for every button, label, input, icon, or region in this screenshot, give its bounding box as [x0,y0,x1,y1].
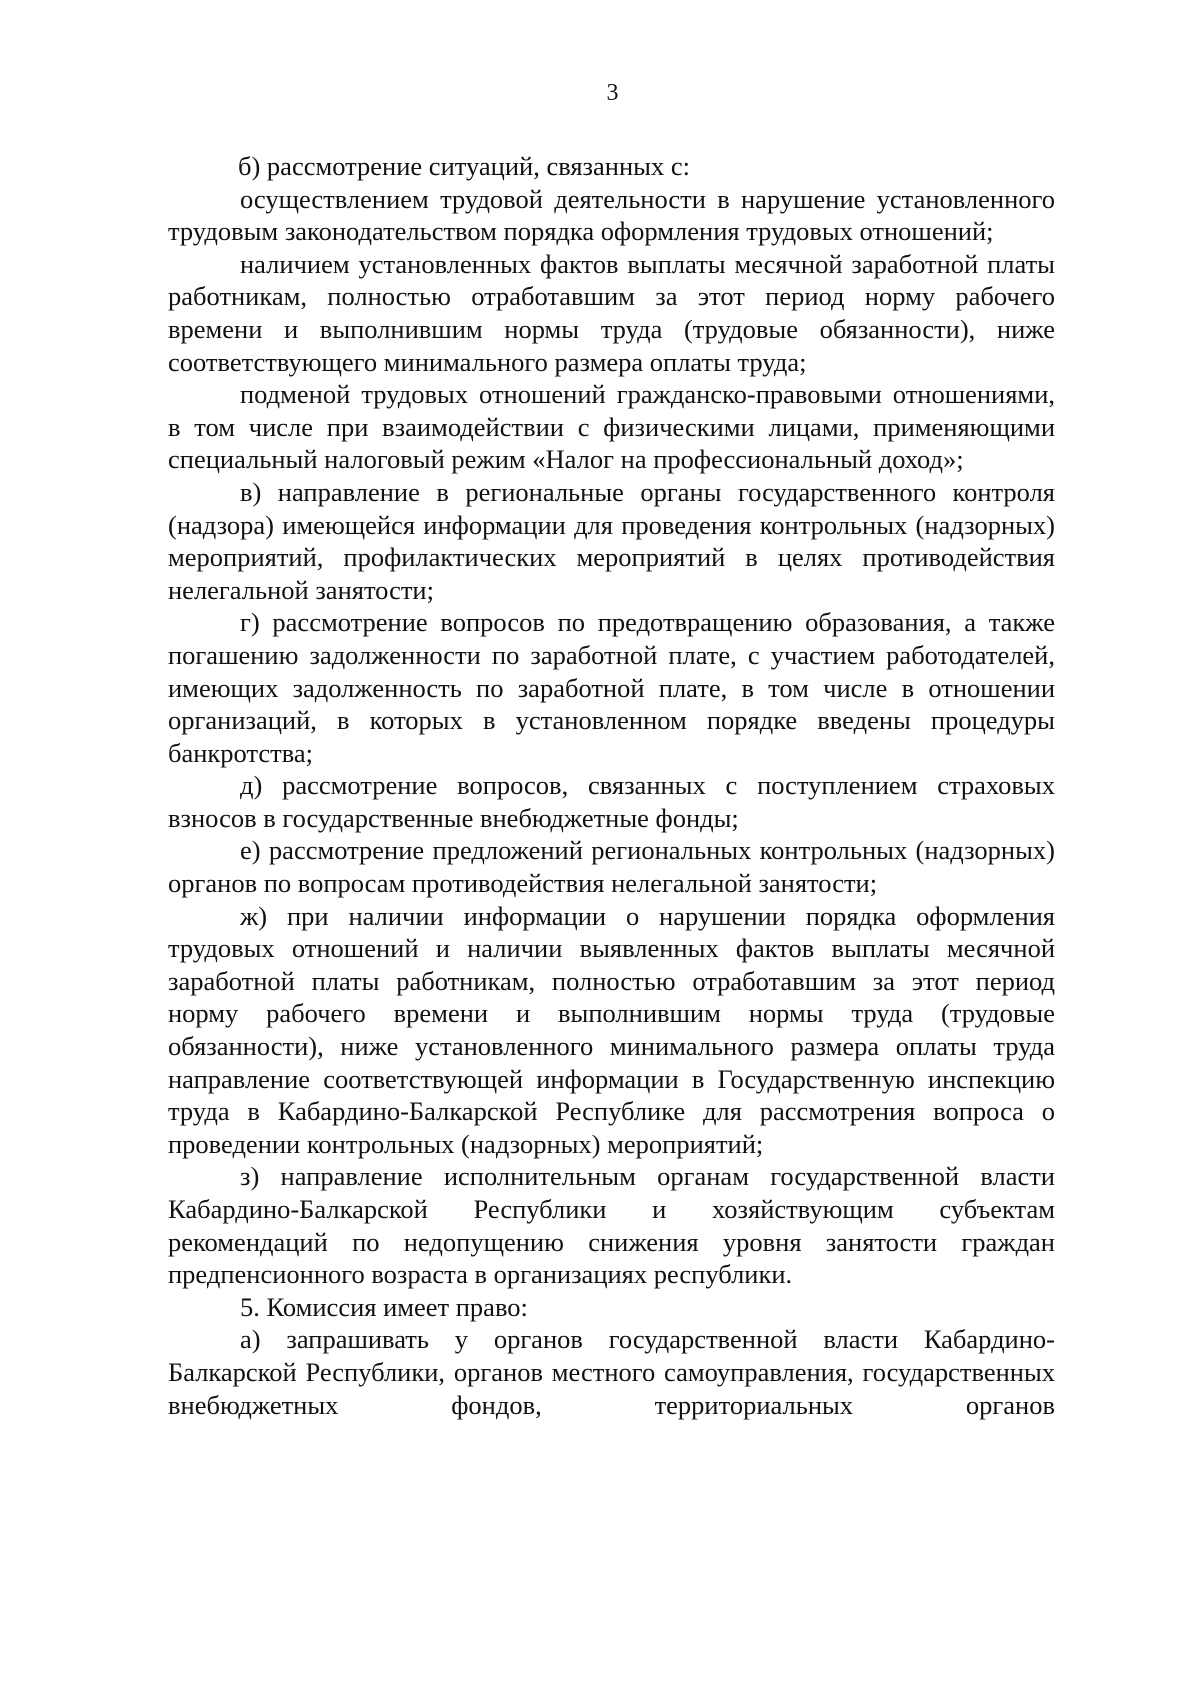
paragraph-5a: а) запрашивать у органов государственной власти Кабардино-Балкарской Республики, органов местного самоуправления, государственных внебюджетных фондов, территориальных органов [168,1324,1055,1420]
paragraph-b-intro: б) рассмотрение ситуаций, связанных с: [238,151,690,181]
paragraph-b-item-3: подменой трудовых отношений гражданско-правовыми отношениями, в том числе при взаимодействии с физическими лицами, применяющими специальный налоговый режим «Налог на профессиональный доход»; [168,379,1055,475]
paragraph-e: е) рассмотрение предложений региональных контрольных (надзорных) органов по вопросам противодействия нелегальной занятости; [168,835,1055,899]
page-number: 3 [606,80,619,106]
paragraph-v: в) направление в региональные органы государственного контроля (надзора) имеющейся информации для проведения контрольных (надзорных) мероприятий, профилактических мероприятий в целях противодействия нелегальной занятости; [168,476,1055,605]
paragraph-b-item-2: наличием установленных фактов выплаты месячной заработной платы работникам, полностью отработавшим за этот период норму рабочего времени и выполнившим нормы труда (трудовые обязанности), ниже соответствующего минимального размера оплаты труда; [168,248,1055,377]
document-body [168,150,1055,1421]
paragraph-d: д) рассмотрение вопросов, связанных с поступлением страховых взносов в государственные внебюджетные фонды; [168,770,1055,833]
paragraph-zh: ж) при наличии информации о нарушении порядка оформления трудовых отношений и наличии выявленных фактов выплаты месячной заработной платы работникам, полностью отработавшим за этот период норму рабочего времени и выполнившим нормы труда (трудовые обязанности), ниже установленного минимального размера оплаты труда направление соответствующей информации в Государственную инспекцию труда в Кабардино-Балкарской Республике для рассмотрения вопроса о проведении контрольных (надзорных) мероприятий; [168,900,1055,1159]
paragraph-5-heading: 5. Комиссия имеет право: [240,1291,528,1322]
paragraph-z: з) направление исполнительным органам государственной власти Кабардино-Балкарской Республики и хозяйствующим субъектам рекомендаций по недопущению снижения уровня занятости граждан предпенсионного возраста в организациях республики. [168,1161,1055,1290]
paragraph-g: г) рассмотрение вопросов по предотвращению образования, а также погашению задолженности по заработной плате, с участием работодателей, имеющих задолженность по заработной плате, в том числе в отношении организаций, в которых в установленном порядке введены процедуры банкротства; [168,607,1055,768]
paragraph-b-item-1: осуществлением трудовой деятельности в нарушение установленного трудовым законодательством порядка оформления трудовых отношений; [168,183,1055,247]
